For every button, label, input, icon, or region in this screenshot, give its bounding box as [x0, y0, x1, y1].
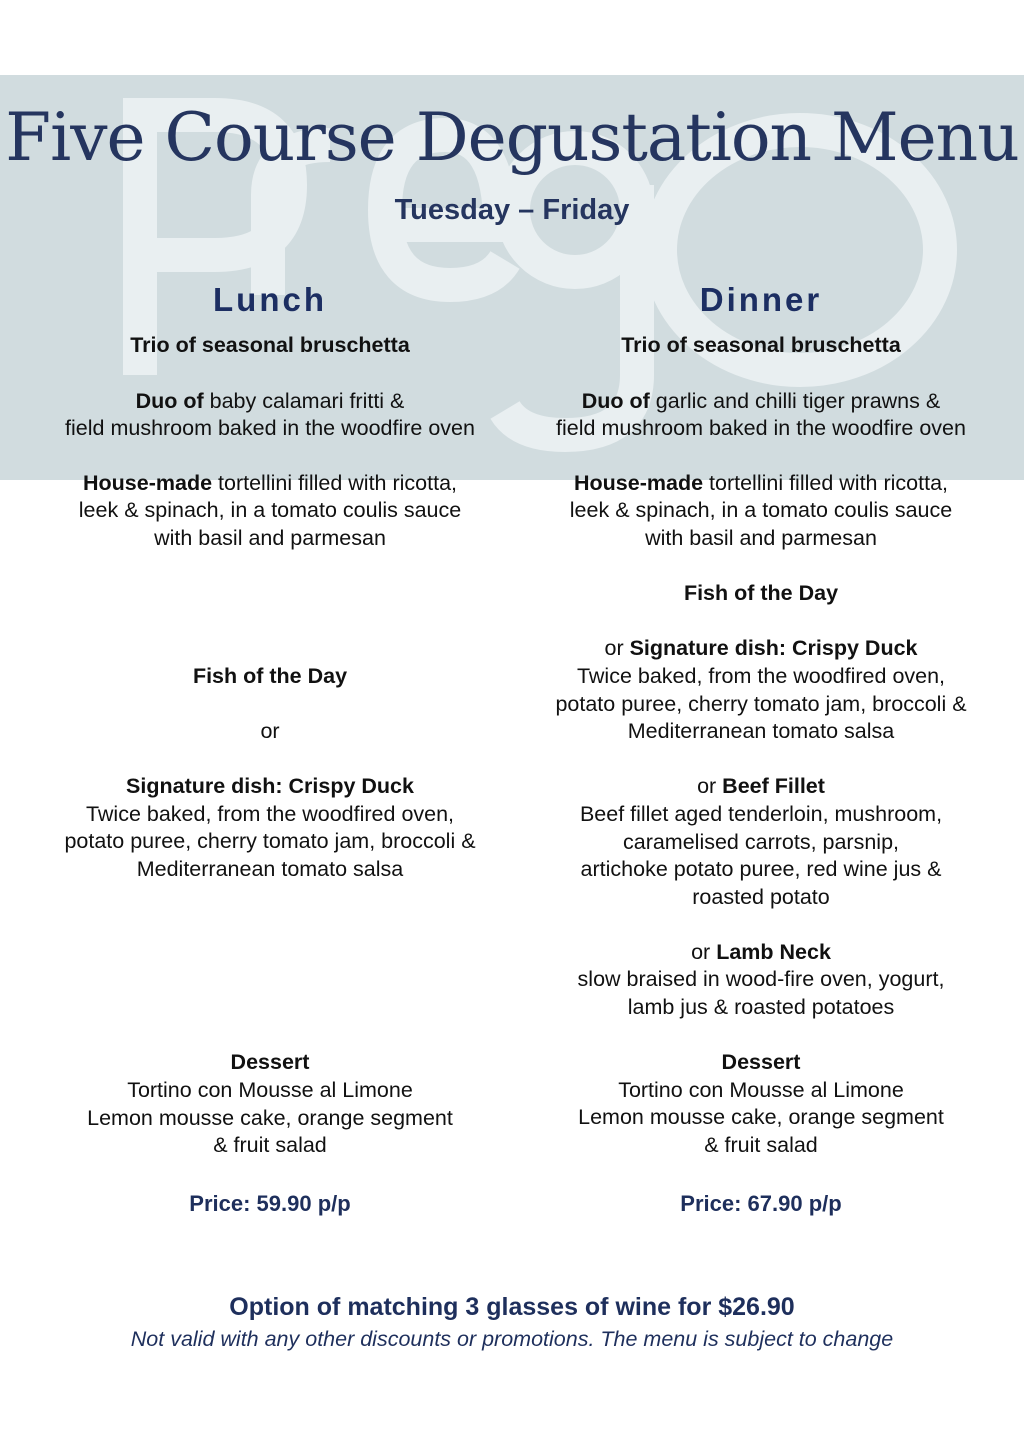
- lunch-course-3-line1: tortellini filled with ricotta,: [212, 470, 457, 495]
- dinner-dessert: [516, 1049, 1006, 1159]
- dinner-price: Price: 67.90 p/p: [680, 1190, 842, 1216]
- lunch-course-3-line3: with basil and parmesan: [154, 525, 386, 550]
- dinner-course-3: [516, 470, 1006, 553]
- dinner-course-3-line3: with basil and parmesan: [645, 525, 877, 550]
- lunch-course-3: [25, 470, 515, 553]
- dinner-beef-title: Beef Fillet: [722, 774, 825, 799]
- menu-days: Tuesday – Friday: [394, 194, 630, 226]
- lunch-main-course: [25, 663, 515, 884]
- dinner-or: or: [691, 939, 717, 964]
- dinner-signature-title: Signature dish: Crispy Duck: [629, 636, 918, 661]
- dinner-beef-line: Beef fillet aged tenderloin, mushroom,: [579, 801, 943, 826]
- lunch-dessert-line: Tortino con Mousse al Limone: [127, 1077, 413, 1102]
- dinner-fish-of-day: Fish of the Day: [683, 581, 839, 606]
- dinner-course-2-bold: Duo of: [581, 388, 650, 413]
- dinner-dessert-title: Dessert: [721, 1050, 801, 1075]
- dinner-heading: Dinner: [699, 281, 823, 318]
- wine-option: Option of matching 3 glasses of wine for $26.90: [229, 1293, 795, 1321]
- lunch-course-3-line2: leek & spinach, in a tomato coulis sauce: [78, 498, 462, 523]
- menu-footer: [0, 1290, 1024, 1354]
- dinner-lamb-line: slow braised in wood-fire oven, yogurt,: [577, 967, 945, 992]
- dinner-signature-line: Twice baked, from the woodfired oven,: [576, 663, 946, 688]
- dinner-course-2: [516, 388, 1006, 443]
- dinner-lamb-title: Lamb Neck: [716, 939, 831, 964]
- dinner-beef-line: caramelised carrots, parsnip,: [622, 829, 900, 854]
- lunch-course-1: Trio of seasonal bruschetta: [130, 333, 410, 357]
- lunch-price: Price: 59.90 p/p: [189, 1190, 351, 1216]
- dinner-dessert-line: & fruit salad: [704, 1133, 818, 1158]
- menu-title: Five Course Degustation Menu: [5, 99, 1019, 176]
- lunch-heading: Lunch: [213, 281, 327, 318]
- lunch-course-3-bold: House-made: [83, 470, 213, 495]
- dinner-main-course: [516, 580, 1006, 1022]
- lunch-signature-title: Signature dish: Crispy Duck: [126, 773, 414, 798]
- lunch-dessert-title: Dessert: [230, 1050, 310, 1075]
- dinner-beef-line: artichoke potato puree, red wine jus &: [580, 857, 942, 882]
- dinner-column: [516, 280, 1006, 1218]
- dinner-signature-line: Mediterranean tomato salsa: [627, 719, 895, 744]
- lunch-dessert-line: & fruit salad: [213, 1133, 327, 1158]
- lunch-course-2: [25, 388, 515, 443]
- lunch-or: or: [260, 718, 280, 743]
- lunch-signature-line: potato puree, cherry tomato jam, broccoli &: [64, 829, 476, 854]
- dinner-course-1: Trio of seasonal bruschetta: [621, 333, 901, 357]
- dinner-or: or: [697, 774, 723, 799]
- lunch-dessert-line: Lemon mousse cake, orange segment: [87, 1105, 453, 1130]
- dinner-course-3-line2: leek & spinach, in a tomato coulis sauce: [569, 498, 953, 523]
- dinner-beef-line: roasted potato: [692, 884, 830, 909]
- dinner-or: or: [604, 636, 630, 661]
- dinner-signature-line: potato puree, cherry tomato jam, broccoli &: [555, 691, 967, 716]
- dinner-course-3-bold: House-made: [574, 470, 704, 495]
- lunch-dessert: [25, 1049, 515, 1159]
- dinner-dessert-line: Tortino con Mousse al Limone: [618, 1077, 904, 1102]
- dinner-lamb-line: lamb jus & roasted potatoes: [627, 995, 895, 1020]
- dinner-dessert-line: Lemon mousse cake, orange segment: [578, 1105, 944, 1130]
- lunch-fish-of-day: Fish of the Day: [192, 663, 348, 688]
- dinner-course-2-line2: field mushroom baked in the woodfire oven: [556, 416, 966, 441]
- lunch-course-2-line1: baby calamari fritti &: [203, 388, 405, 413]
- lunch-column: [25, 280, 515, 1218]
- dinner-course-2-line1: garlic and chilli tiger prawns &: [649, 388, 941, 413]
- lunch-course-2-line2: field mushroom baked in the woodfire oven: [65, 416, 475, 441]
- disclaimer-note: Not valid with any other discounts or promotions. The menu is subject to change: [130, 1327, 894, 1351]
- dinner-course-3-line1: tortellini filled with ricotta,: [703, 470, 948, 495]
- lunch-course-2-bold: Duo of: [135, 388, 204, 413]
- lunch-signature-line: Twice baked, from the woodfired oven,: [85, 801, 455, 826]
- lunch-signature-line: Mediterranean tomato salsa: [136, 856, 404, 881]
